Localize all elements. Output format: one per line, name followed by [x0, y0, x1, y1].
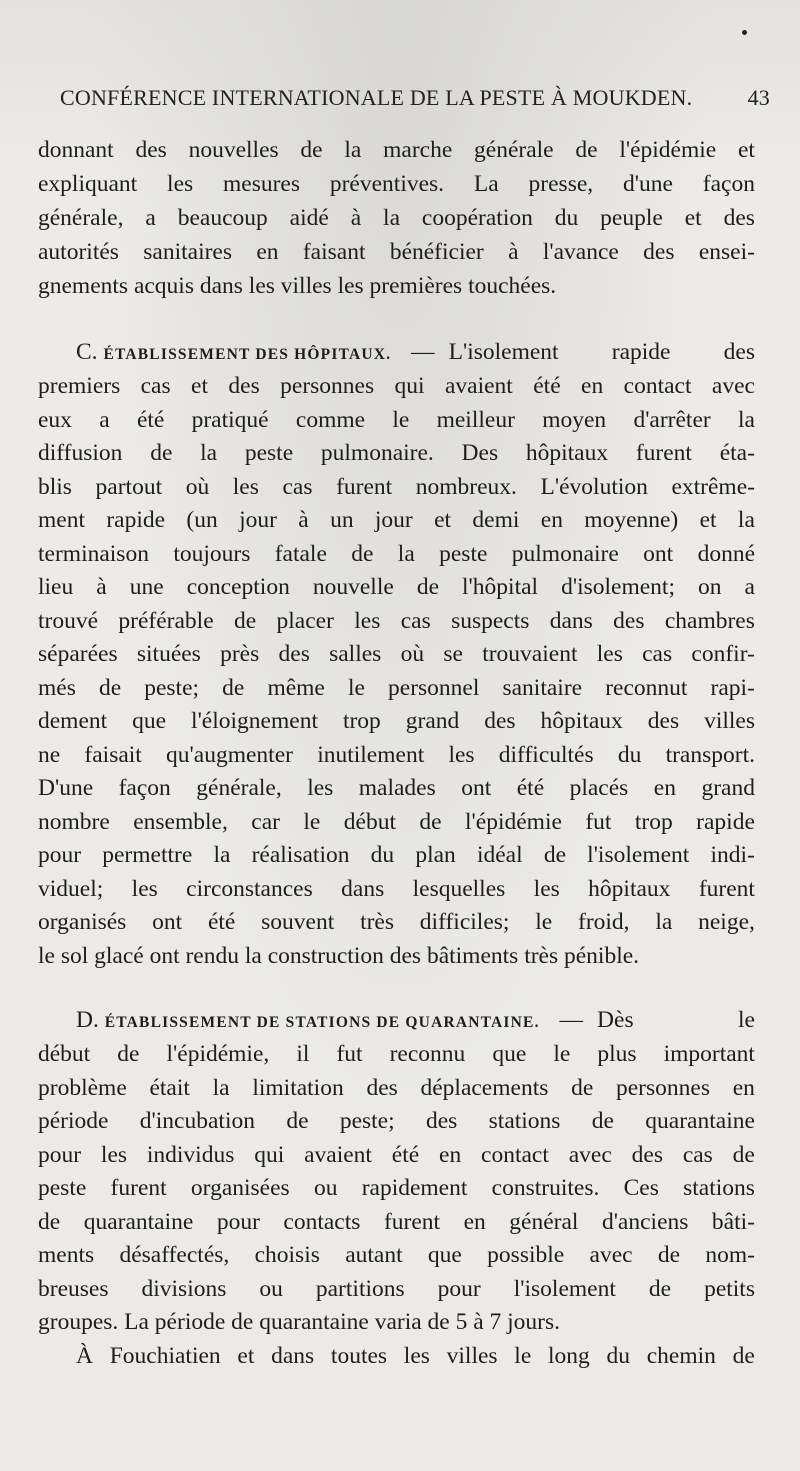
p1-line: autorités sanitaires en faisant bénéficier à l'avance des ensei- [38, 239, 755, 265]
section-d-line: breuses divisions ou partitions pour l'isolement de petits [38, 1276, 755, 1302]
section-c-line: dement que l'éloignement trop grand des hôpitaux des villes [38, 708, 755, 734]
section-d-line: pour les individus qui avaient été en contact avec des cas de [38, 1142, 755, 1168]
section-c-line: més de peste; de même le personnel sanitaire reconnut rapi- [38, 675, 755, 701]
page-number: 43 [747, 85, 770, 110]
p1-line: générale, a beaucoup aidé à la coopération du peuple et des [38, 205, 755, 231]
section-d-line: début de l'épidémie, il fut reconnu que le plus important [38, 1041, 755, 1067]
section-d-line: problème était la limitation des déplacements de personnes en [38, 1075, 755, 1101]
section-c-line: séparées situées près des salles où se trouvaient les cas confir- [38, 641, 755, 667]
section-c-line: premiers cas et des personnes qui avaient été en contact avec [38, 373, 755, 399]
section-c-line: blis partout où les cas furent nombreux. L'évolution extrême- [38, 474, 755, 500]
section-c-line: D'une façon générale, les malades ont été placés en grand [38, 775, 755, 801]
section-d-line: de quarantaine pour contacts furent en général d'anciens bâti- [38, 1209, 755, 1235]
section-d-line: groupes. La période de quarantaine varia de 5 à 7 jours. [38, 1309, 561, 1335]
running-title: CONFÉRENCE INTERNATIONALE DE LA PESTE À MOUKDEN. [60, 85, 693, 110]
section-c-line: ne faisait qu'augmenter inutilement les difficultés du transport. [38, 742, 755, 768]
section-d-line: ments désaffectés, choisis autant que possible avec de nom- [38, 1242, 755, 1268]
p1-line: gnements acquis dans les villes les premières touchées. [38, 273, 557, 299]
p1-line: expliquant les mesures préventives. La presse, d'une façon [38, 171, 755, 197]
section-first-text: L'isolement rapide des [448, 339, 755, 365]
section-c-line: lieu à une conception nouvelle de l'hôpital d'isolement; on a [38, 574, 755, 600]
section-c-line: le sol glacé ont rendu la construction des bâtiments très pénible. [38, 943, 640, 969]
p1-line: donnant des nouvelles de la marche générale de l'épidémie et [38, 137, 755, 163]
section-c-line: ment rapide (un jour à un jour et demi en moyenne) et la [38, 507, 755, 533]
section-d-heading-line [76, 1003, 755, 1037]
section-heading: D. ÉTABLISSEMENT DE STATIONS DE QUARANTAINE. — [76, 1007, 584, 1033]
section-d-line: À Fouchiatien et dans toutes les villes le long du chemin de [76, 1343, 755, 1369]
ink-speck [742, 30, 747, 35]
section-c-line: viduel; les circonstances dans lesquelles les hôpitaux furent [38, 876, 755, 902]
running-head [60, 85, 770, 119]
section-c-line: organisés ont été souvent très difficiles; le froid, la neige, [38, 909, 755, 935]
section-c-line: terminaison toujours fatale de la peste pulmonaire ont donné [38, 541, 755, 567]
section-c-line: trouvé préférable de placer les cas suspects dans des chambres [38, 608, 755, 634]
section-c-heading-line [76, 335, 755, 369]
section-c-line: diffusion de la peste pulmonaire. Des hôpitaux furent éta- [38, 440, 755, 466]
section-c-line: nombre ensemble, car le début de l'épidémie fut trop rapide [38, 809, 755, 835]
section-d-line: peste furent organisées ou rapidement construites. Ces stations [38, 1175, 755, 1201]
section-c-line: eux a été pratiqué comme le meilleur moyen d'arrêter la [38, 407, 755, 433]
section-heading: C. ÉTABLISSEMENT DES HÔPITAUX. — [76, 339, 435, 365]
section-c-line: pour permettre la réalisation du plan idéal de l'isolement indi- [38, 842, 755, 868]
section-d-line: période d'incubation de peste; des stations de quarantaine [38, 1108, 755, 1134]
section-first-text: Dès le [597, 1007, 755, 1033]
